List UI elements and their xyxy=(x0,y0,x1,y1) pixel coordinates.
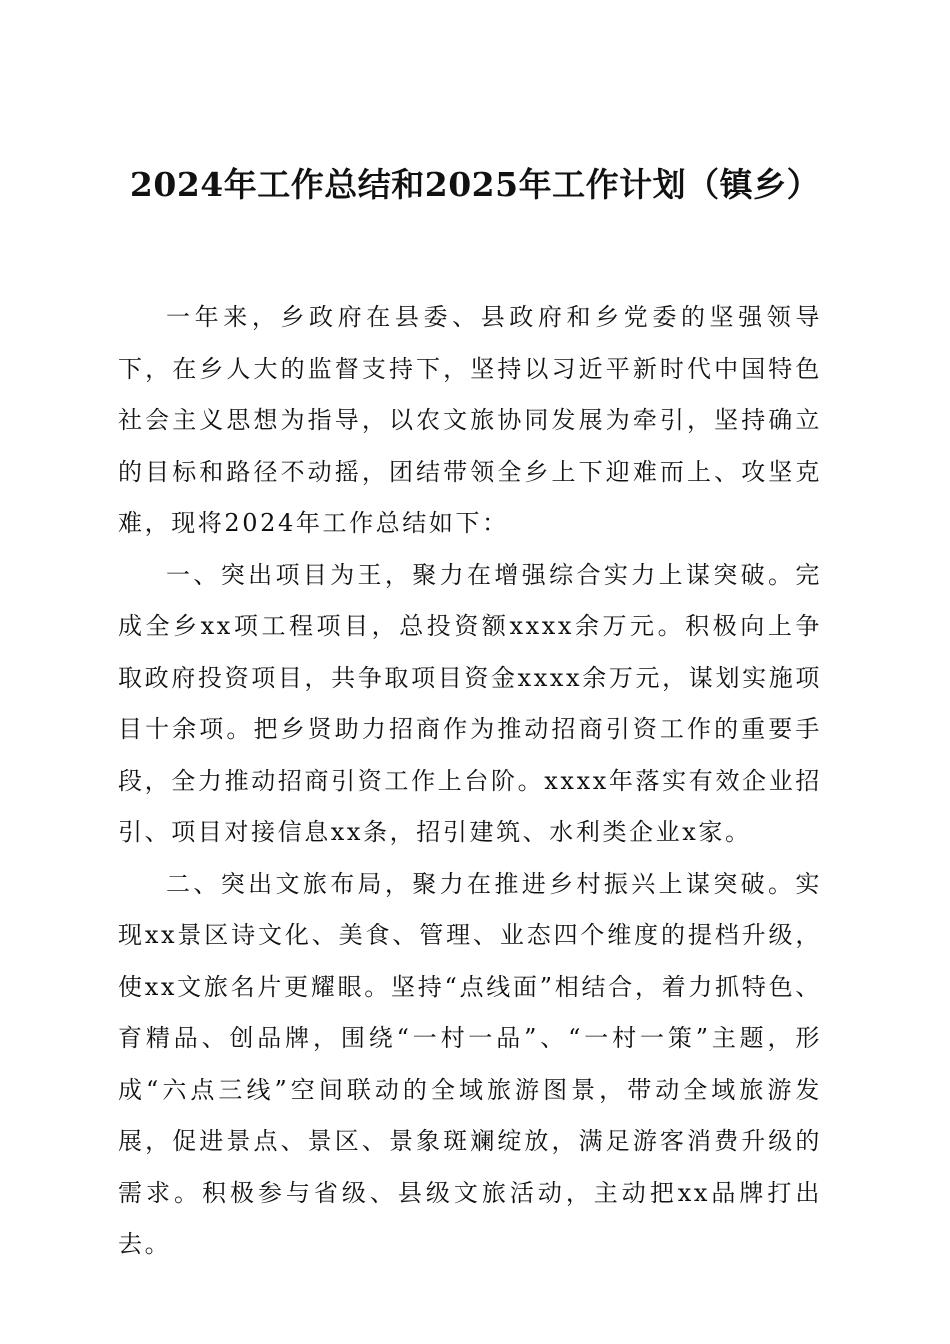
paragraph-intro: 一年来，乡政府在县委、县政府和乡党委的坚强领导下，在乡人大的监督支持下，坚持以习近平新时代中国特色社会主义思想为指导，以农文旅协同发展为牵引，坚持确立的目标和路径不动摇，团结带领全乡上下迎难而上、攻坚克难，现将2024年工作总结如下： xyxy=(118,303,822,537)
paragraph-section-1: 一、突出项目为王，聚力在增强综合实力上谋突破。完成全乡xx项工程项目，总投资额xxxx余万元。积极向上争取政府投资项目，共争取项目资金xxxx余万元，谋划实施项目十余项。把乡贤助力招商作为推动招商引资工作的重要手段，全力推动招商引资工作上台阶。xxxx年落实有效企业招引、项目对接信息xx条，招引建筑、水利类企业x家。 xyxy=(118,560,822,846)
paragraph-section-2: 二、突出文旅布局，聚力在推进乡村振兴上谋突破。实现xx景区诗文化、美食、管理、业态四个维度的提档升级，使xx文旅名片更耀眼。坚持“点线面”相结合，着力抓特色、育精品、创品牌，围绕“一村一品”、“一村一策”主题，形成“六点三线”空间联动的全域旅游图景，带动全域旅游发展，促进景点、景区、景象斑斓绽放，满足游客消费升级的需求。积极参与省级、县级文旅活动，主动把xx品牌打出去。 xyxy=(118,869,822,1258)
document-title: 2024年工作总结和2025年工作计划（镇乡） xyxy=(129,165,821,204)
document-body xyxy=(118,292,822,1271)
